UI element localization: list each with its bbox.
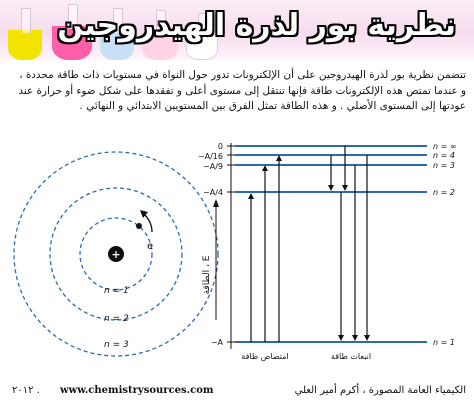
energy-axis-arrow-head (213, 199, 219, 207)
paragraph-line: تتضمن نظرية بور لذرة الهيدروجين على أن الإلكترونات تدور حول النواة في مستويات ذات طاقة محددة ، (19, 69, 466, 81)
footer-source: الكيمياء العامة المصورة ، أكرم أمير العلي (294, 385, 466, 396)
paragraph-line: و عندما تمتص هذه الإلكترونات طاقة فإنها تنتقل إلى مستوى أعلى و تفقدها على شكل ضوء أو حرارة عند (18, 84, 466, 97)
electron-motion-arrow (144, 214, 152, 232)
emission-arrow-head (338, 335, 344, 341)
electron-label: e (147, 241, 154, 252)
emission-arrow-head (328, 185, 334, 191)
energy-level-diagram (195, 135, 474, 370)
absorption-label: امتصاص طاقة (241, 352, 289, 361)
energy-label-0: 0 (217, 142, 223, 151)
paragraph-line: عودتها إلى المستوى الأصلي . و هذه الطاقة تمثل الفرق بين المستويين الابتدائي و النهائي . (79, 100, 466, 112)
orbit-label-n3: n = 3 (104, 340, 129, 350)
footer-website: www.chemistrysources.com (60, 385, 214, 396)
level-label-n4: n = 4 (433, 151, 455, 160)
footer-year: ٢٠١٢ . (12, 385, 40, 396)
energy-label-a9: −A/9 (203, 162, 223, 171)
level-label-n2: n = 2 (433, 188, 455, 197)
flask-yellow (8, 30, 42, 60)
nucleus-symbol: + (111, 248, 121, 261)
absorption-arrow-head (248, 193, 254, 199)
emission-label: انبعاث طاقة (330, 352, 372, 361)
electron (136, 223, 142, 229)
level-label-n1: n = 1 (433, 338, 455, 347)
page-title: نظرية بور لذرة الهيدروجين (57, 8, 456, 43)
energy-label-a4: −A/4 (203, 188, 223, 197)
emission-arrow-head (342, 185, 348, 191)
energy-label-a: −A (210, 338, 223, 347)
orbit-label-n1: n = 1 (104, 286, 129, 296)
footer (12, 385, 466, 401)
orbit-label-n2: n = 2 (104, 314, 129, 324)
emission-arrow-head (364, 335, 370, 341)
intro-paragraph (6, 68, 466, 115)
emission-arrow-head (352, 335, 358, 341)
level-label-inf: n = ∞ (433, 142, 457, 151)
level-label-n3: n = 3 (433, 161, 455, 170)
energy-axis-label: الطاقة ، ‍E (202, 255, 212, 295)
header-banner (0, 0, 474, 60)
energy-label-a16: −A/16 (197, 152, 223, 161)
